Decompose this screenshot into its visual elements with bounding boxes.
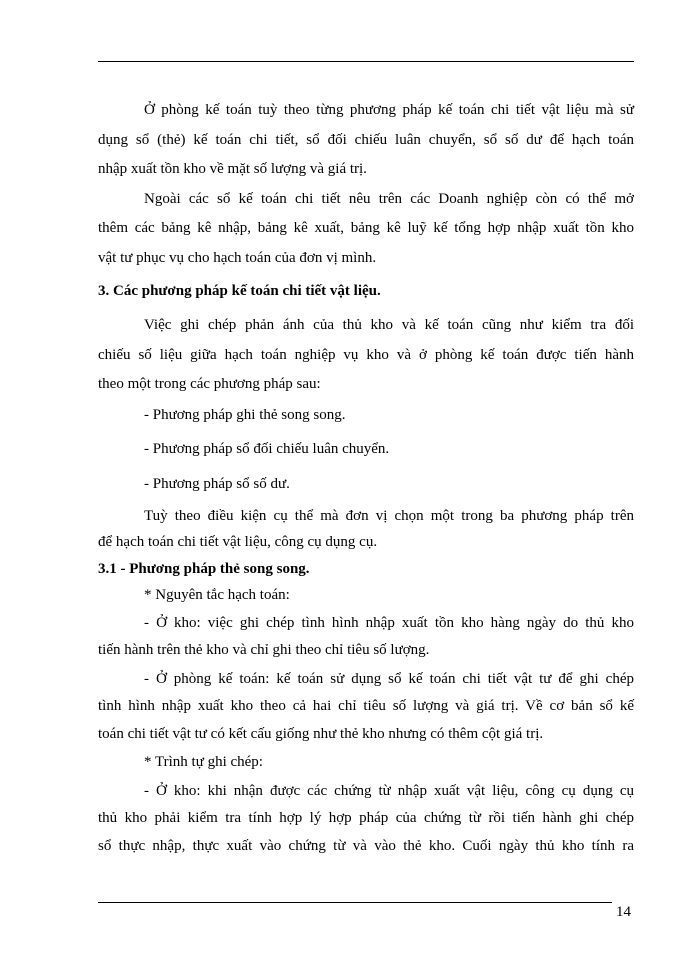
text-line: chiếu số liệu giữa hạch toán nghiệp vụ kho và ở phòng kế toán được tiến hành xyxy=(98,347,634,363)
text-line: theo một trong các phương pháp sau: xyxy=(98,376,321,392)
text-line: vật tư phục vụ cho hạch toán của đơn vị mình. xyxy=(98,250,377,266)
text-line: - Ở phòng kế toán: kế toán sử dụng sổ kế toán chi tiết vật tư để ghi chép xyxy=(144,671,634,687)
text-line: Ở phòng kế toán tuỳ theo từng phương pháp kế toán chi tiết vật liệu mà sử xyxy=(144,102,634,118)
page-number: 14 xyxy=(616,904,631,920)
text-line: sổ thực nhập, thực xuất vào chứng từ và vào thẻ kho. Cuối ngày thủ kho tính ra xyxy=(98,838,634,854)
text-line: nhập xuất tồn kho về mặt số lượng và giá trị. xyxy=(98,161,367,177)
text-line: thêm các bảng kê nhập, bảng kê xuất, bảng kê luỹ kế tổng hợp nhập xuất tồn kho xyxy=(98,220,634,236)
section-heading: 3. Các phương pháp kế toán chi tiết vật liệu. xyxy=(98,283,381,299)
text-line: * Nguyên tắc hạch toán: xyxy=(144,587,290,603)
text-line: dụng sổ (thẻ) kế toán chi tiết, sổ đối chiếu luân chuyển, sổ số dư để hạch toán xyxy=(98,132,634,148)
footer-rule xyxy=(98,902,612,903)
text-line: toán chi tiết vật tư có kết cấu giống như thẻ kho nhưng có thêm cột giá trị. xyxy=(98,726,544,742)
text-line: Việc ghi chép phản ánh của thủ kho và kế toán cũng như kiểm tra đối xyxy=(144,317,634,333)
text-line: thủ kho phải kiểm tra tính hợp lý hợp pháp của chứng từ rồi tiến hành ghi chép xyxy=(98,810,634,826)
header-rule xyxy=(98,61,634,62)
text-line: - Ở kho: việc ghi chép tình hình nhập xuất tồn kho hàng ngày do thủ kho xyxy=(144,615,634,631)
text-line: để hạch toán chi tiết vật liệu, công cụ dụng cụ. xyxy=(98,534,378,550)
list-item: - Phương pháp ghi thẻ song song. xyxy=(144,407,346,423)
text-line: * Trình tự ghi chép: xyxy=(144,754,263,770)
text-line: Ngoài các sổ kế toán chi tiết nêu trên các Doanh nghiệp còn có thể mở xyxy=(144,191,634,207)
text-line: - Ở kho: khi nhận được các chứng từ nhập xuất vật liệu, công cụ dụng cụ xyxy=(144,783,634,799)
list-item: - Phương pháp sổ số dư. xyxy=(144,476,290,492)
text-line: Tuỳ theo điều kiện cụ thể mà đơn vị chọn một trong ba phương pháp trên xyxy=(144,508,634,524)
subsection-heading: 3.1 - Phương pháp thẻ song song. xyxy=(98,561,310,577)
text-line: tình hình nhập xuất kho theo cả hai chỉ tiêu số lượng và giá trị. Về cơ bản sổ kế xyxy=(98,698,634,714)
text-line: tiến hành trên thẻ kho và chỉ ghi theo chỉ tiêu số lượng. xyxy=(98,642,430,658)
list-item: - Phương pháp sổ đối chiếu luân chuyển. xyxy=(144,441,390,457)
